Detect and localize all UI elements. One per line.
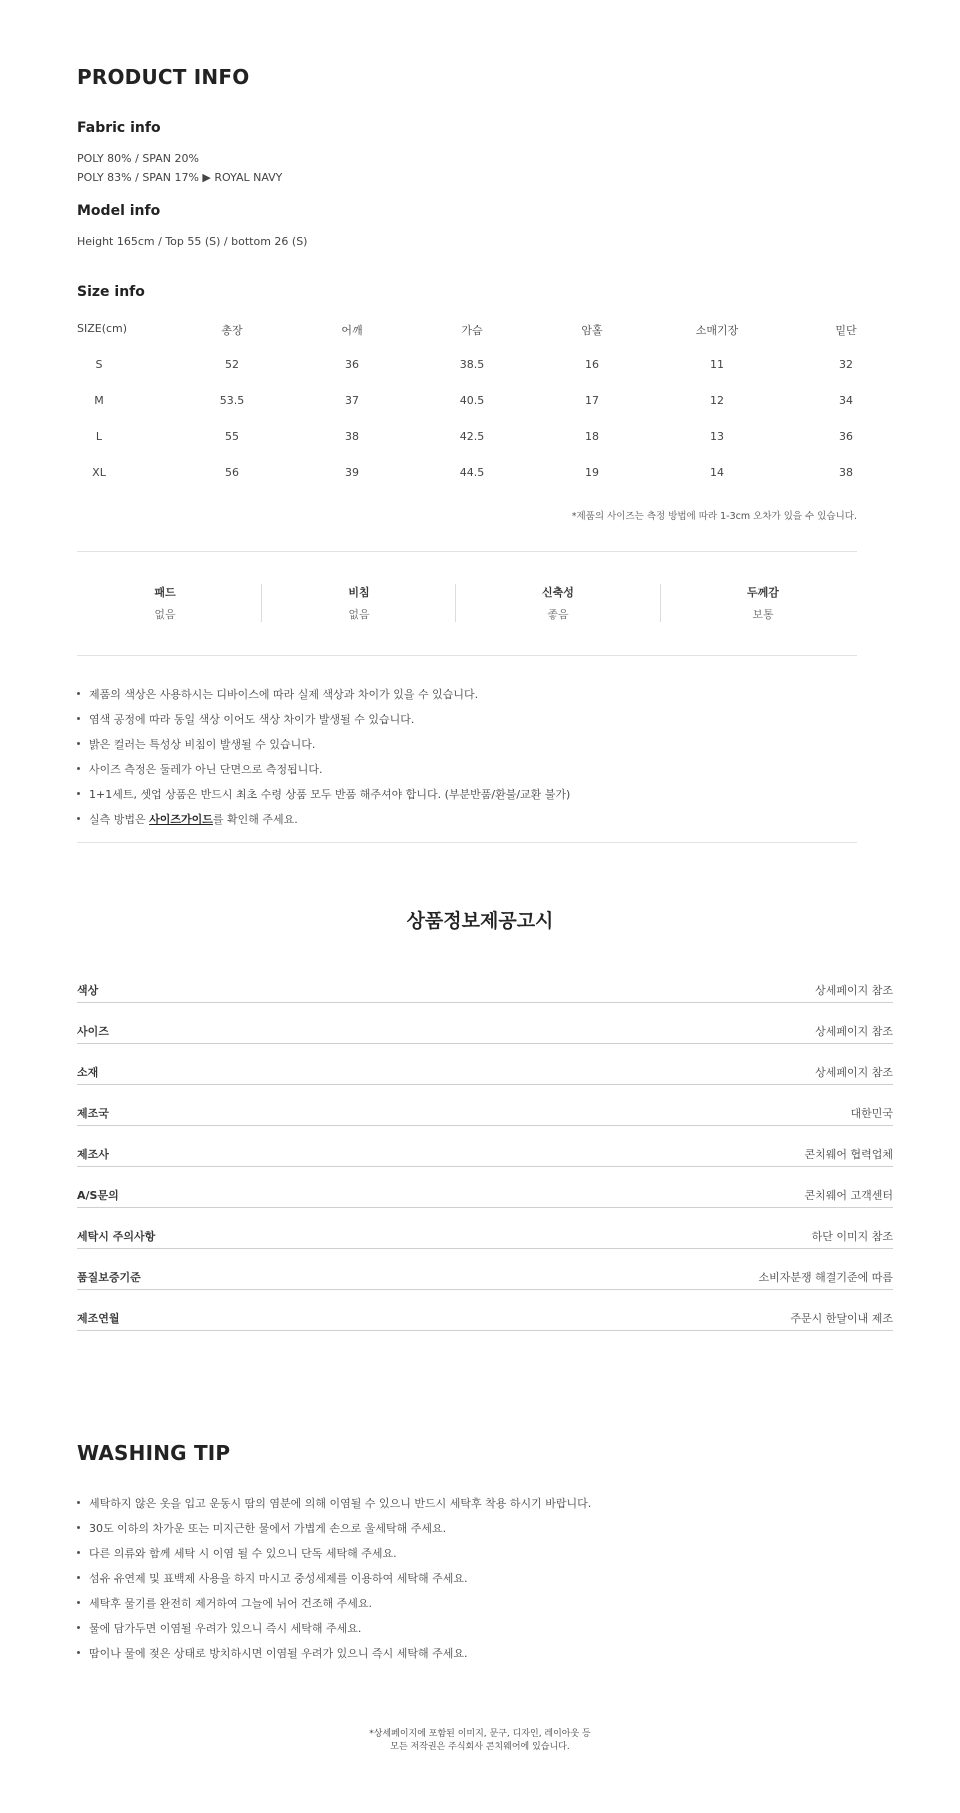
divider [77, 1043, 893, 1044]
size-header-cell: SIZE(cm) [77, 322, 128, 335]
model-info-heading: Model info [77, 203, 161, 219]
size-cell: 14 [710, 466, 724, 479]
divider [261, 584, 262, 622]
notice-key: 제조국 [77, 1107, 109, 1120]
size-cell: 38.5 [459, 358, 485, 371]
divider [77, 551, 857, 552]
size-cell: 38 [345, 430, 359, 443]
table-row [77, 1146, 893, 1187]
table-row [77, 1310, 893, 1351]
property-name: 두께감 [747, 586, 779, 599]
property-value: 좋음 [547, 608, 569, 621]
list-item: 제품의 색상은 사용하시는 디바이스에 따라 실제 색상과 차이가 있을 수 있습니다. [77, 686, 570, 711]
fabric-line: POLY 80% / SPAN 20% [77, 152, 199, 165]
size-cell: 42.5 [459, 430, 485, 443]
table-row [77, 1269, 893, 1310]
size-cell: 19 [585, 466, 599, 479]
fabric-info-heading: Fabric info [77, 120, 161, 136]
divider [77, 1207, 893, 1208]
table-row [77, 358, 857, 394]
list-item: 섬유 유연제 및 표백제 사용을 하지 마시고 중성세제를 이용하여 세탁해 주세요. [77, 1570, 591, 1595]
notice-title: 상품정보제공고시 [406, 910, 554, 932]
divider [77, 1248, 893, 1249]
divider [77, 1289, 893, 1290]
property-value: 없음 [154, 608, 176, 621]
size-table-header [77, 322, 857, 358]
divider [77, 1125, 893, 1126]
size-cell: 53.5 [219, 394, 245, 407]
notice-table [77, 982, 893, 1351]
fabric-properties [77, 584, 857, 624]
size-cell: 40.5 [459, 394, 485, 407]
size-header-cell: 가슴 [461, 324, 483, 337]
copyright-line: *상세페이지에 포함된 이미지, 문구, 디자인, 레이아웃 등 [369, 1729, 591, 1739]
size-header-cell: 어깨 [341, 324, 363, 337]
notice-value: 콘치웨어 협력업체 [804, 1148, 893, 1161]
size-cell: 37 [345, 394, 359, 407]
table-row [77, 1064, 893, 1105]
notice-key: 소재 [77, 1066, 99, 1079]
fabric-line: POLY 83% / SPAN 17% ▶ ROYAL NAVY [77, 171, 283, 184]
table-row [77, 1023, 893, 1064]
divider [77, 655, 857, 656]
table-row [77, 430, 857, 466]
property-value: 보통 [752, 608, 774, 621]
size-guide-link[interactable]: 사이즈가이드 [149, 813, 213, 826]
list-item: 밝은 컬러는 특성상 비침이 발생될 수 있습니다. [77, 736, 570, 761]
list-item [77, 811, 570, 836]
notice-value: 상세페이지 참조 [815, 1066, 893, 1079]
list-item: 30도 이하의 차가운 또는 미지근한 물에서 가볍게 손으로 울세탁해 주세요. [77, 1520, 591, 1545]
size-cell: 36 [345, 358, 359, 371]
size-cell: M [94, 394, 104, 407]
size-cell: 55 [225, 430, 239, 443]
size-cell: 44.5 [459, 466, 485, 479]
size-table [77, 322, 857, 502]
list-item: 세탁후 물기를 완전히 제거하여 그늘에 뉘어 건조해 주세요. [77, 1595, 591, 1620]
notice-value: 하단 이미지 참조 [811, 1230, 893, 1243]
guide-prefix: 실측 방법은 [89, 813, 150, 826]
size-note: *제품의 사이즈는 측정 방법에 따라 1-3cm 오차가 있을 수 있습니다. [571, 511, 857, 522]
washing-tip-title: WASHING TIP [77, 1441, 231, 1465]
list-item: 염색 공정에 따라 동일 색상 이어도 색상 차이가 발생될 수 있습니다. [77, 711, 570, 736]
notice-key: 제조사 [77, 1148, 109, 1161]
notice-key: 제조연월 [77, 1312, 120, 1325]
product-notes [77, 686, 570, 836]
property-sheerness [299, 584, 419, 622]
size-cell: 18 [585, 430, 599, 443]
notice-value: 콘치웨어 고객센터 [804, 1189, 893, 1202]
size-info-heading: Size info [77, 284, 145, 300]
notice-value: 상세페이지 참조 [815, 1025, 893, 1038]
divider [660, 584, 661, 622]
size-header-cell: 암홀 [581, 324, 603, 337]
size-cell: 39 [345, 466, 359, 479]
notice-key: 품질보증기준 [77, 1271, 141, 1284]
model-info-line: Height 165cm / Top 55 (S) / bottom 26 (S) [77, 235, 308, 248]
size-cell: 56 [225, 466, 239, 479]
size-cell: 36 [839, 430, 853, 443]
size-cell: 16 [585, 358, 599, 371]
notice-value: 주문시 한달이내 제조 [790, 1312, 893, 1325]
property-pad [105, 584, 225, 622]
copyright-line: 모든 저작권은 주식회사 콘치웨어에 있습니다. [390, 1742, 570, 1752]
divider [77, 1330, 893, 1331]
table-row [77, 1187, 893, 1228]
size-cell: 38 [839, 466, 853, 479]
divider [77, 1084, 893, 1085]
table-row [77, 466, 857, 502]
table-row [77, 1228, 893, 1269]
table-row [77, 982, 893, 1023]
size-header-cell: 소매기장 [695, 324, 739, 337]
size-cell: L [95, 430, 103, 443]
list-item: 세탁하지 않은 옷을 입고 운동시 땀의 염분에 의해 이염될 수 있으니 반드시 세탁후 착용 하시기 바랍니다. [77, 1495, 591, 1520]
notice-key: 사이즈 [77, 1025, 109, 1038]
table-row [77, 394, 857, 430]
size-cell: 11 [710, 358, 724, 371]
property-name: 비침 [348, 586, 370, 599]
size-cell: 13 [710, 430, 724, 443]
size-cell: 32 [839, 358, 853, 371]
divider [77, 842, 857, 843]
notice-key: 세탁시 주의사항 [77, 1230, 156, 1243]
notice-key: A/S문의 [77, 1189, 119, 1202]
size-cell: 17 [585, 394, 599, 407]
list-item: 땀이나 물에 젖은 상태로 방치하시면 이염될 우려가 있으니 즉시 세탁해 주세요. [77, 1645, 591, 1670]
notice-value: 상세페이지 참조 [815, 984, 893, 997]
divider [455, 584, 456, 622]
property-stretch [498, 584, 618, 622]
size-header-cell: 총장 [221, 324, 243, 337]
property-value: 없음 [348, 608, 370, 621]
notice-value: 대한민국 [850, 1107, 893, 1120]
copyright-notice [0, 1728, 960, 1754]
property-name: 신축성 [542, 586, 574, 599]
list-item: 사이즈 측정은 둘레가 아닌 단면으로 측정됩니다. [77, 761, 570, 786]
size-header-cell: 밑단 [835, 324, 857, 337]
product-info-title: PRODUCT INFO [77, 65, 250, 89]
list-item: 1+1세트, 셋업 상품은 반드시 최초 수령 상품 모두 반품 해주셔야 합니다. (부분반품/환불/교환 불가) [77, 786, 570, 811]
list-item: 물에 담가두면 이염될 우려가 있으니 즉시 세탁해 주세요. [77, 1620, 591, 1645]
guide-suffix: 를 확인해 주세요. [212, 813, 298, 826]
list-item: 다른 의류와 함께 세탁 시 이염 될 수 있으니 단독 세탁해 주세요. [77, 1545, 591, 1570]
size-cell: 34 [839, 394, 853, 407]
size-cell: S [95, 358, 103, 371]
divider [77, 1002, 893, 1003]
property-thickness [703, 584, 823, 622]
notice-key: 색상 [77, 984, 99, 997]
washing-tips [77, 1495, 591, 1670]
property-name: 패드 [154, 586, 176, 599]
table-row [77, 1105, 893, 1146]
size-cell: 52 [225, 358, 239, 371]
notice-value: 소비자분쟁 해결기준에 따름 [758, 1271, 893, 1284]
divider [77, 1166, 893, 1167]
size-cell: XL [92, 466, 106, 479]
size-cell: 12 [710, 394, 724, 407]
